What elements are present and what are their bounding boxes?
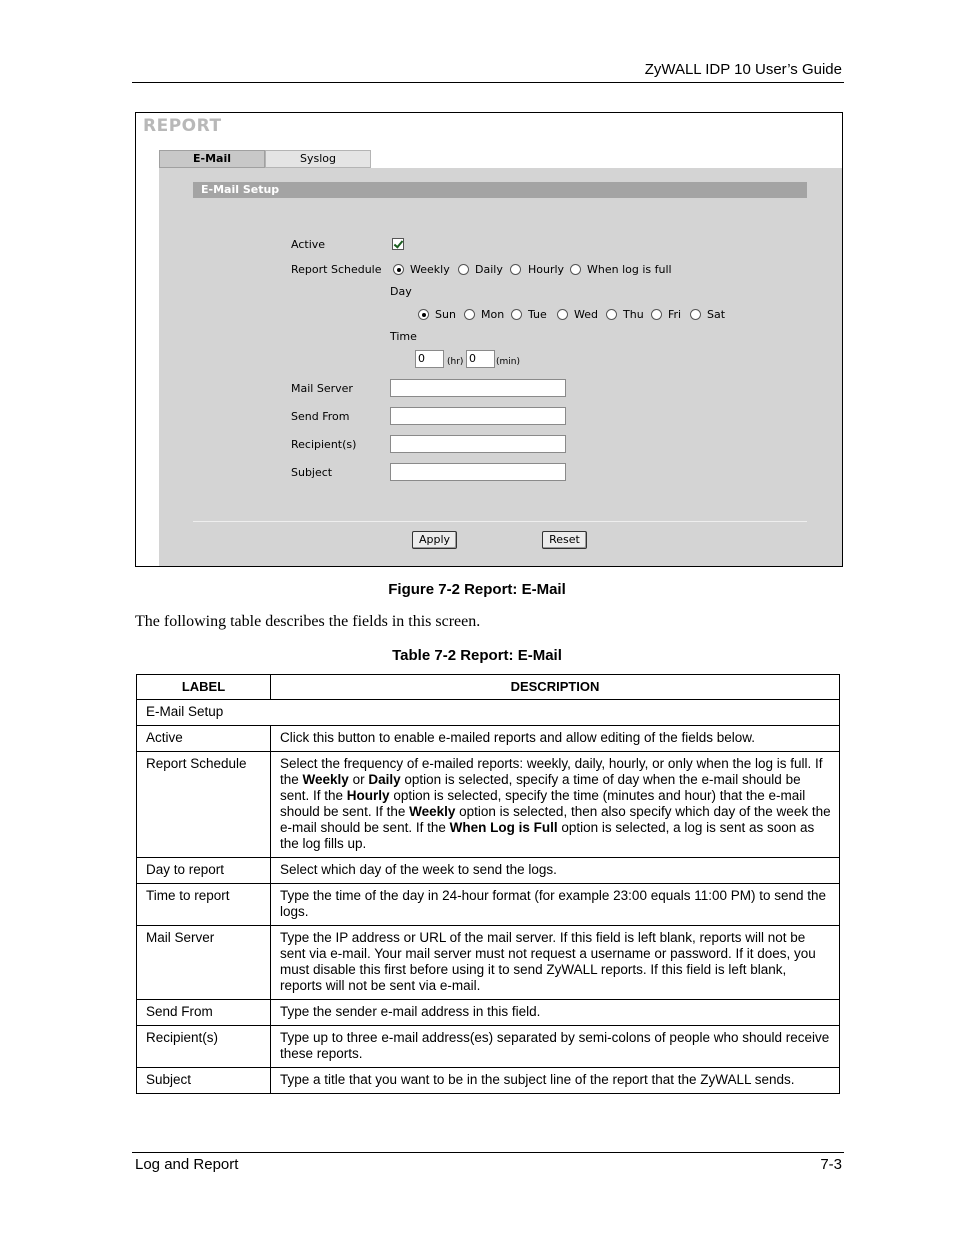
row-label: Time to report: [137, 884, 271, 926]
minute-unit: (min): [496, 357, 520, 367]
day-sat-label: Sat: [707, 308, 726, 321]
day-sat-radio[interactable]: [690, 309, 701, 320]
email-setup-header: E-Mail Setup: [193, 182, 807, 198]
report-title: REPORT: [143, 116, 222, 136]
mail-server-label: Mail Server: [291, 382, 353, 395]
guide-title: ZyWALL IDP 10 User’s Guide: [644, 61, 842, 78]
subject-label: Subject: [291, 466, 333, 479]
day-sun-label: Sun: [435, 308, 456, 321]
label-header: LABEL: [137, 675, 271, 700]
row-description: Type the sender e-mail address in this field.: [271, 1000, 840, 1026]
day-wed-radio[interactable]: [557, 309, 568, 320]
table-row: [137, 752, 840, 858]
fields-table: [136, 674, 840, 1094]
reset-button[interactable]: Reset: [542, 531, 587, 549]
row-label: Recipient(s): [137, 1026, 271, 1068]
subject-input[interactable]: [390, 463, 566, 481]
mail-server-input[interactable]: [390, 379, 566, 397]
day-thu-radio[interactable]: [606, 309, 617, 320]
recipients-input[interactable]: [390, 435, 566, 453]
schedule-weekly-radio[interactable]: [393, 264, 404, 275]
row-description: Type a title that you want to be in the subject line of the report that the ZyWALL sends.: [271, 1068, 840, 1094]
page-footer: [132, 1152, 844, 1173]
day-sun-radio[interactable]: [418, 309, 429, 320]
day-tue-radio[interactable]: [511, 309, 522, 320]
row-description: Click this button to enable e-mailed reports and allow editing of the fields below.: [271, 726, 840, 752]
hour-unit: (hr): [447, 357, 464, 367]
section-cell: E-Mail Setup: [137, 700, 840, 726]
day-label: Day: [390, 285, 412, 298]
description-header: DESCRIPTION: [271, 675, 840, 700]
row-label: Mail Server: [137, 926, 271, 1000]
send-from-input[interactable]: [390, 407, 566, 425]
report-tabs: [159, 150, 371, 168]
table-row: [137, 858, 840, 884]
row-label: Active: [137, 726, 271, 752]
active-label: Active: [291, 238, 326, 251]
table-row: [137, 926, 840, 1000]
table-row: [137, 1000, 840, 1026]
row-label: Subject: [137, 1068, 271, 1094]
row-description: Type up to three e-mail address(es) separated by semi-colons of people who should receive these reports.: [271, 1026, 840, 1068]
hour-input[interactable]: 0: [415, 350, 444, 368]
table-row: [137, 1026, 840, 1068]
table-section-row: [137, 700, 840, 726]
report-schedule-label: Report Schedule: [291, 263, 382, 276]
figure-caption: Figure 7-2 Report: E-Mail: [388, 581, 566, 598]
schedule-daily-label: Daily: [475, 263, 503, 276]
table-row: [137, 726, 840, 752]
table-caption: Table 7-2 Report: E-Mail: [392, 647, 562, 664]
minute-input[interactable]: 0: [466, 350, 495, 368]
day-mon-radio[interactable]: [464, 309, 475, 320]
day-fri-label: Fri: [668, 308, 682, 321]
row-description: Type the IP address or URL of the mail server. If this field is left blank, reports will not be sent via e-mail. Your mail server must not request a username or password. If it does, you must disable this first before using it to send ZyWALL reports. If this field is left blank, reports will not be sent via e-mail.: [271, 926, 840, 1000]
active-checkbox[interactable]: [392, 238, 404, 250]
tab-email[interactable]: E-Mail: [159, 150, 265, 168]
recipients-label: Recipient(s): [291, 438, 357, 451]
row-description: Select the frequency of e-mailed reports: weekly, daily, hourly, or only when the log is full. If the Weekly or Daily option is selected, specify a time of day when the e-mail should be sent. If the Hourly option is selected, specify the time (minutes and hour) that the e-mail should be sent. If the Weekly option is selected, then also specify which day of the week the e-mail should be sent. If the When Log is Full option is selected, a log is sent as soon as the log fills up.: [271, 752, 840, 858]
table-row: [137, 1068, 840, 1094]
day-mon-label: Mon: [481, 308, 505, 321]
row-label: Report Schedule: [137, 752, 271, 858]
apply-button[interactable]: Apply: [412, 531, 457, 549]
schedule-daily-radio[interactable]: [458, 264, 469, 275]
row-description: Select which day of the week to send the logs.: [271, 858, 840, 884]
email-panel: [159, 168, 842, 567]
intro-paragraph: The following table describes the fields in this screen.: [135, 613, 481, 630]
day-fri-radio[interactable]: [651, 309, 662, 320]
table-row: [137, 884, 840, 926]
row-label: Day to report: [137, 858, 271, 884]
schedule-weekly-label: Weekly: [410, 263, 450, 276]
day-wed-label: Wed: [574, 308, 598, 321]
send-from-label: Send From: [291, 410, 350, 423]
row-description: Type the time of the day in 24-hour format (for example 23:00 equals 11:00 PM) to send the logs.: [271, 884, 840, 926]
day-thu-label: Thu: [623, 308, 644, 321]
schedule-full-radio[interactable]: [570, 264, 581, 275]
tab-syslog[interactable]: Syslog: [265, 150, 371, 168]
time-label: Time: [390, 330, 417, 343]
schedule-hourly-radio[interactable]: [510, 264, 521, 275]
report-screenshot: [135, 112, 843, 567]
chapter-name: Log and Report: [135, 1156, 239, 1173]
page-number: 7-3: [820, 1156, 842, 1173]
table-header-row: [137, 675, 840, 700]
day-tue-label: Tue: [528, 308, 547, 321]
form-divider: [193, 521, 807, 522]
schedule-full-label: When log is full: [587, 263, 672, 276]
page-header: [132, 60, 844, 83]
schedule-hourly-label: Hourly: [528, 263, 565, 276]
row-label: Send From: [137, 1000, 271, 1026]
